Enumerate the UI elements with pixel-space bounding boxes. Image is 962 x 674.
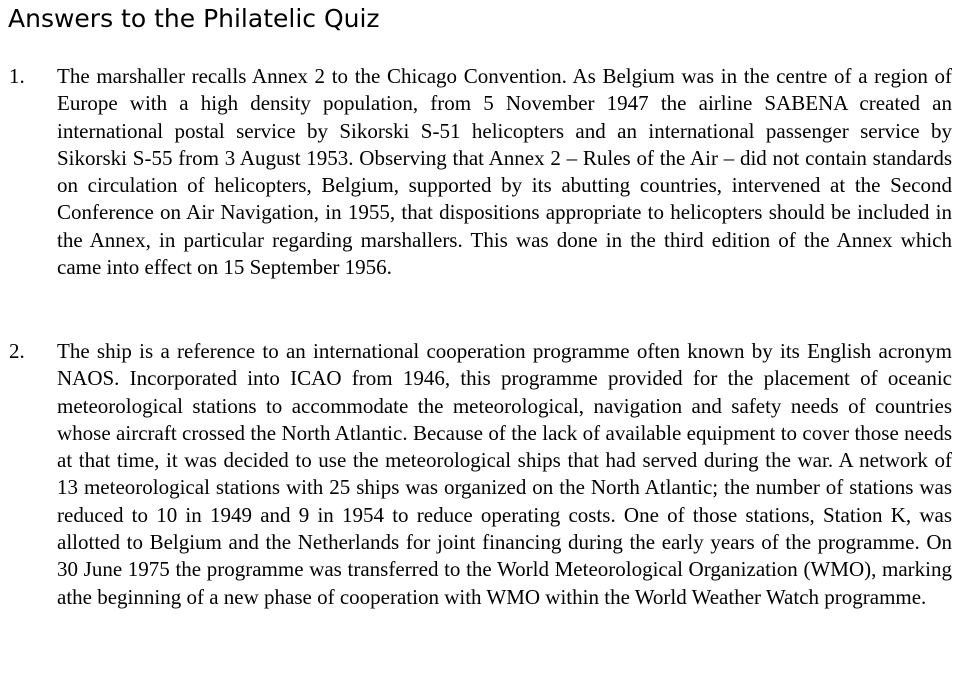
page-title: Answers to the Philatelic Quiz bbox=[8, 4, 380, 33]
answer-text-2: The ship is a reference to an international cooperation programme often known by its English acronym NAOS. Incorporated into ICAO from 1946, this programme provided for the placement of oceanic meteorological stations to accommodate the meteorological, navigation and safety needs of countries whose aircraft crossed the North Atlantic. Because of the lack of available equipment to cover those needs at that time, it was decided to use the meteorological ships that had served during the war. A network of 13 meteorological stations with 25 ships was organized on the North Atlantic; the number of stations was reduced to 10 in 1949 and 9 in 1954 to reduce operating costs. One of those stations, Station K, was allotted to Belgium and the Netherlands for joint financing during the early years of the programme. On 30 June 1975 the programme was transferred to the World Meteorological Organization (WMO), marking athe beginning of a new phase of cooperation with WMO within the World Weather Watch programme. bbox=[57, 339, 952, 609]
answer-text-1: The marshaller recalls Annex 2 to the Chicago Convention. As Belgium was in the centre of a region of Europe with a high density population, from 5 November 1947 the airline SABENA created an international postal service by Sikorski S-51 helicopters and an international passenger service by Sikorski S-55 from 3 August 1953. Observing that Annex 2 – Rules of the Air – did not contain standards on circulation of helicopters, Belgium, supported by its abutting countries, intervened at the Second Conference on Air Navigation, in 1955, that dispositions appropriate to helicopters should be included in the Annex, in particular regarding marshallers. This was done in the third edition of the Annex which came into effect on 15 September 1956. bbox=[57, 64, 952, 280]
answer-number-2: 2. bbox=[9, 339, 25, 363]
answer-number-1: 1. bbox=[9, 64, 25, 88]
